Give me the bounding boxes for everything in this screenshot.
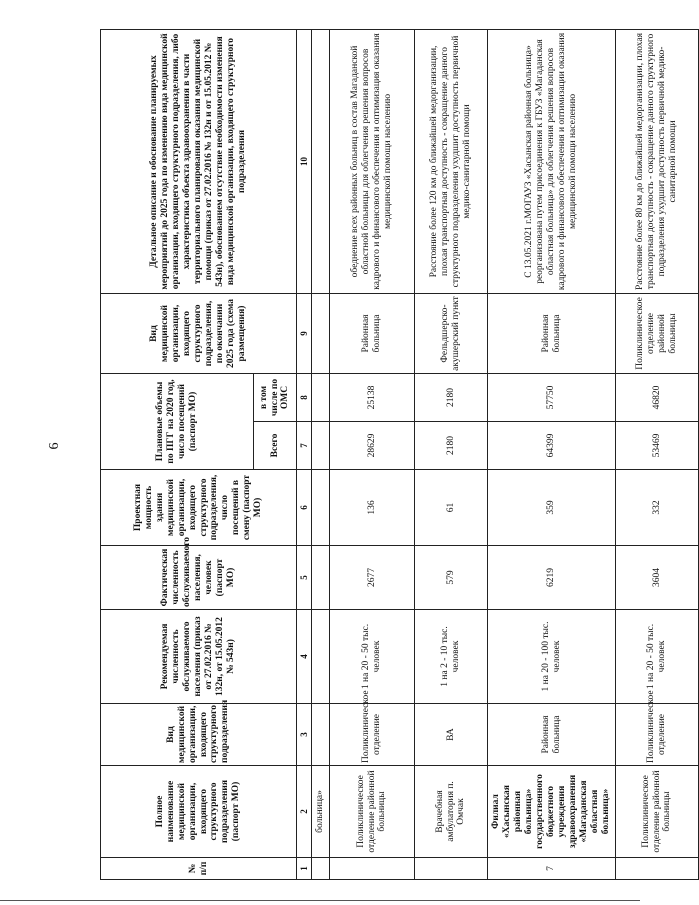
cell-recommended [312,610,330,704]
cell-description: обеднение всех районных больниц в состав Магаданской областной больницы для облегчения решения вопросов кадрового и финансового обеспечения и оптимизация оказания медицинской помощи населению [330,30,415,294]
cell-planned-oms [312,374,330,422]
cell-number [312,858,330,880]
cell-name: Поликлиническое отделение районной больницы [616,766,699,858]
cell-description: Расстояние более 120 км до ближайшей медорганизации, плохая транспортная доступность - сокращение данного структурного подразделения ухудшит доступность первичной медико-санитарной помощи [415,30,488,294]
header-cell-c10: Детальное описание и обоснование планируемых мероприятий до 2025 года по изменению вида медицинской организации, входящего структурного подразделения, либо характеристика объекта здравоохранения в части территориального планирования оказания медицинской помощи (приказ от 27.02.2016 № 132н и от 15.05.2012 № 543н), обоснованием отсутствие необходимости изменения вида медицинской организации, входящего структурного подразделения [101,30,297,294]
cell-recommended: 1 на 20 - 50 тыс. человек [616,610,699,704]
header-cell-c2: Полное наименование медицинской организации, входящего структурного подразделения (паспорт МО) [101,766,297,858]
column-number-row [297,30,312,880]
column-number: 8 [297,374,312,422]
cell-name: Поликлиническое отделение районной больницы [330,766,415,858]
cell-capacity [312,470,330,546]
cell-type: Районная больница [488,704,616,766]
header-cell-c9: Вид медицинской организации, входящего структурного подразделения, по окончании 2025 года (схема размещения) [101,294,297,374]
cell-number: 7 [488,858,616,880]
cell-name: Филиал «Хасынская районная больница» государственного бюджетного учреждения здравоохранения «Магаданская областная больница» [488,766,616,858]
cell-actual: 6219 [488,546,616,610]
table-row [616,30,699,880]
column-number: 7 [297,422,312,470]
cell-planned-oms: 2180 [415,374,488,422]
cell-recommended: 1 на 2 - 10 тыс. человек [415,610,488,704]
header-cell-c6: Проектная мощность здания медицинской организации, входящего структурного подразделения, число посещений в смену (паспорт МО) [101,470,297,546]
header-cell-c4: Рекомендуемая численность обслуживаемого населения (приказ от 27.02.2016 № 132н, от 15.05.2012 № 543н) [101,610,297,704]
rotated-table-container [100,30,678,880]
column-number: 4 [297,610,312,704]
cell-planned-total: 64399 [488,422,616,470]
cell-name: больница» [312,766,330,858]
cell-number [415,858,488,880]
header-cell-c7: Всего [254,422,297,470]
table-row [312,30,330,880]
cell-capacity: 359 [488,470,616,546]
cell-planned-total: 2180 [415,422,488,470]
header-cell-c1: № п/п [101,858,297,880]
cell-number [616,858,699,880]
facility-table [100,29,699,880]
cell-type-2025 [312,294,330,374]
cell-capacity: 61 [415,470,488,546]
table-row [488,30,616,880]
header-cell-c5: Фактическая численность обслуживаемого населения, человек (паспорт МО) [101,546,297,610]
table-row [330,30,415,880]
cell-planned-total: 53469 [616,422,699,470]
cell-description [312,30,330,294]
cell-planned-total [312,422,330,470]
cell-description: С 13.05.2021 г.МОГАУЗ «Хасынская районная больница» реорганизована путем присоединения к ГБУЗ «Магаданская областная больница» для облегчения решения вопросов кадрового и финансового обеспечения и оптимизации оказания медицинской помощи населению [488,30,616,294]
cell-recommended: 1 на 20 - 100 тыс. человек [488,610,616,704]
cell-description: Расстояние более 80 км до ближайшей медорганизации, плохая транспортная доступность - сокращение данного структурного подразделения ухудшит доступность первичной медико-санитарной помощи [616,30,699,294]
cell-type-2025: Поликлиническое отделение районной больницы [616,294,699,374]
column-number: 10 [297,30,312,294]
cell-type-2025: Фельдшерско-акушерский пункт [415,294,488,374]
cell-name: Врачебная амбулатория п. Омчак [415,766,488,858]
cell-planned-oms: 57750 [488,374,616,422]
cell-type-2025: Районная больница [330,294,415,374]
cell-actual: 2677 [330,546,415,610]
cell-planned-oms: 25138 [330,374,415,422]
column-number: 5 [297,546,312,610]
header-cell-c8: в том числе по ОМС [254,374,297,422]
cell-planned-total: 28629 [330,422,415,470]
cell-planned-oms: 46820 [616,374,699,422]
cell-type-2025: Районная больница [488,294,616,374]
bottom-rule [0,900,640,901]
cell-recommended: 1 на 20 - 50 тыс. человек [330,610,415,704]
cell-number [330,858,415,880]
cell-type: ВА [415,704,488,766]
cell-actual: 579 [415,546,488,610]
page-number: 6 [47,442,62,450]
header-cell-c3: Вид медицинской организации, входящего структурного подразделения [101,704,297,766]
column-number: 1 [297,858,312,880]
cell-type: Поликлиническое отделение [330,704,415,766]
cell-type [312,704,330,766]
column-number: 9 [297,294,312,374]
table-row [415,30,488,880]
column-number: 3 [297,704,312,766]
cell-type: Поликлиническое отделение [616,704,699,766]
header-row [101,30,254,880]
column-number: 6 [297,470,312,546]
cell-capacity: 136 [330,470,415,546]
cell-actual: 3604 [616,546,699,610]
header-cell-c78: Плановые объемы по ПГГ на 2020 год, число посещений (паспорт МО) [101,374,254,470]
column-number: 2 [297,766,312,858]
cell-actual [312,546,330,610]
cell-capacity: 332 [616,470,699,546]
